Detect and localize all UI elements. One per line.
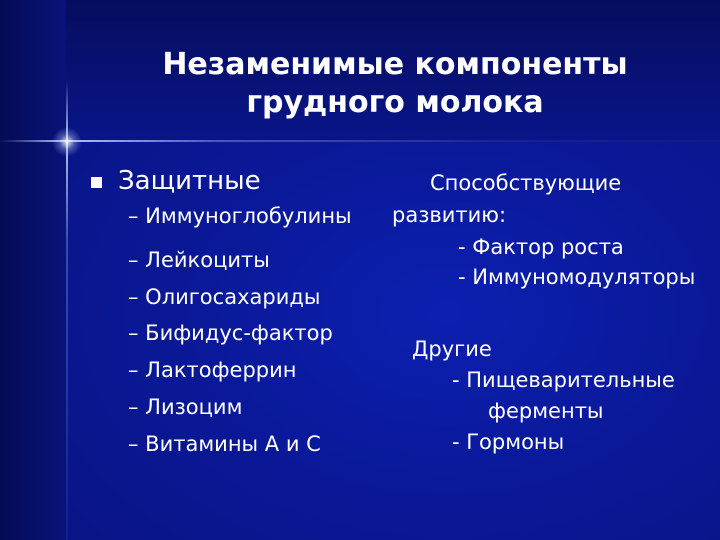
list-item: – Бифидус-фактор [128,321,333,345]
list-item: – Олигосахариды [128,285,321,309]
list-item: – Лизоцим [128,395,243,419]
list-item: - Гормоны [452,430,565,454]
list-item: – Иммуноглобулины [128,204,352,228]
title-line-2: грудного молока [246,85,544,120]
promoting-heading-cont: развитию: [392,203,507,227]
list-item: - Фактор роста [458,235,624,259]
list-item: - Пищеварительные [452,368,675,392]
horizontal-light-line [0,140,720,142]
title-line-1: Незаменимые компоненты [162,47,628,82]
list-item: – Лактоферрин [128,358,297,382]
sparkle-icon [52,127,82,157]
other-heading: Другие [412,337,492,361]
promoting-heading: Способствующие [430,171,622,195]
list-item: – Лейкоциты [128,248,270,272]
list-item: - Иммуномодуляторы [458,265,696,289]
square-bullet-icon [91,177,102,188]
slide-title [70,46,720,122]
list-item-continuation: ферменты [488,399,604,423]
left-decor-band [0,0,66,540]
protective-heading: Защитные [118,166,261,196]
list-item: – Витамины А и С [128,432,321,456]
